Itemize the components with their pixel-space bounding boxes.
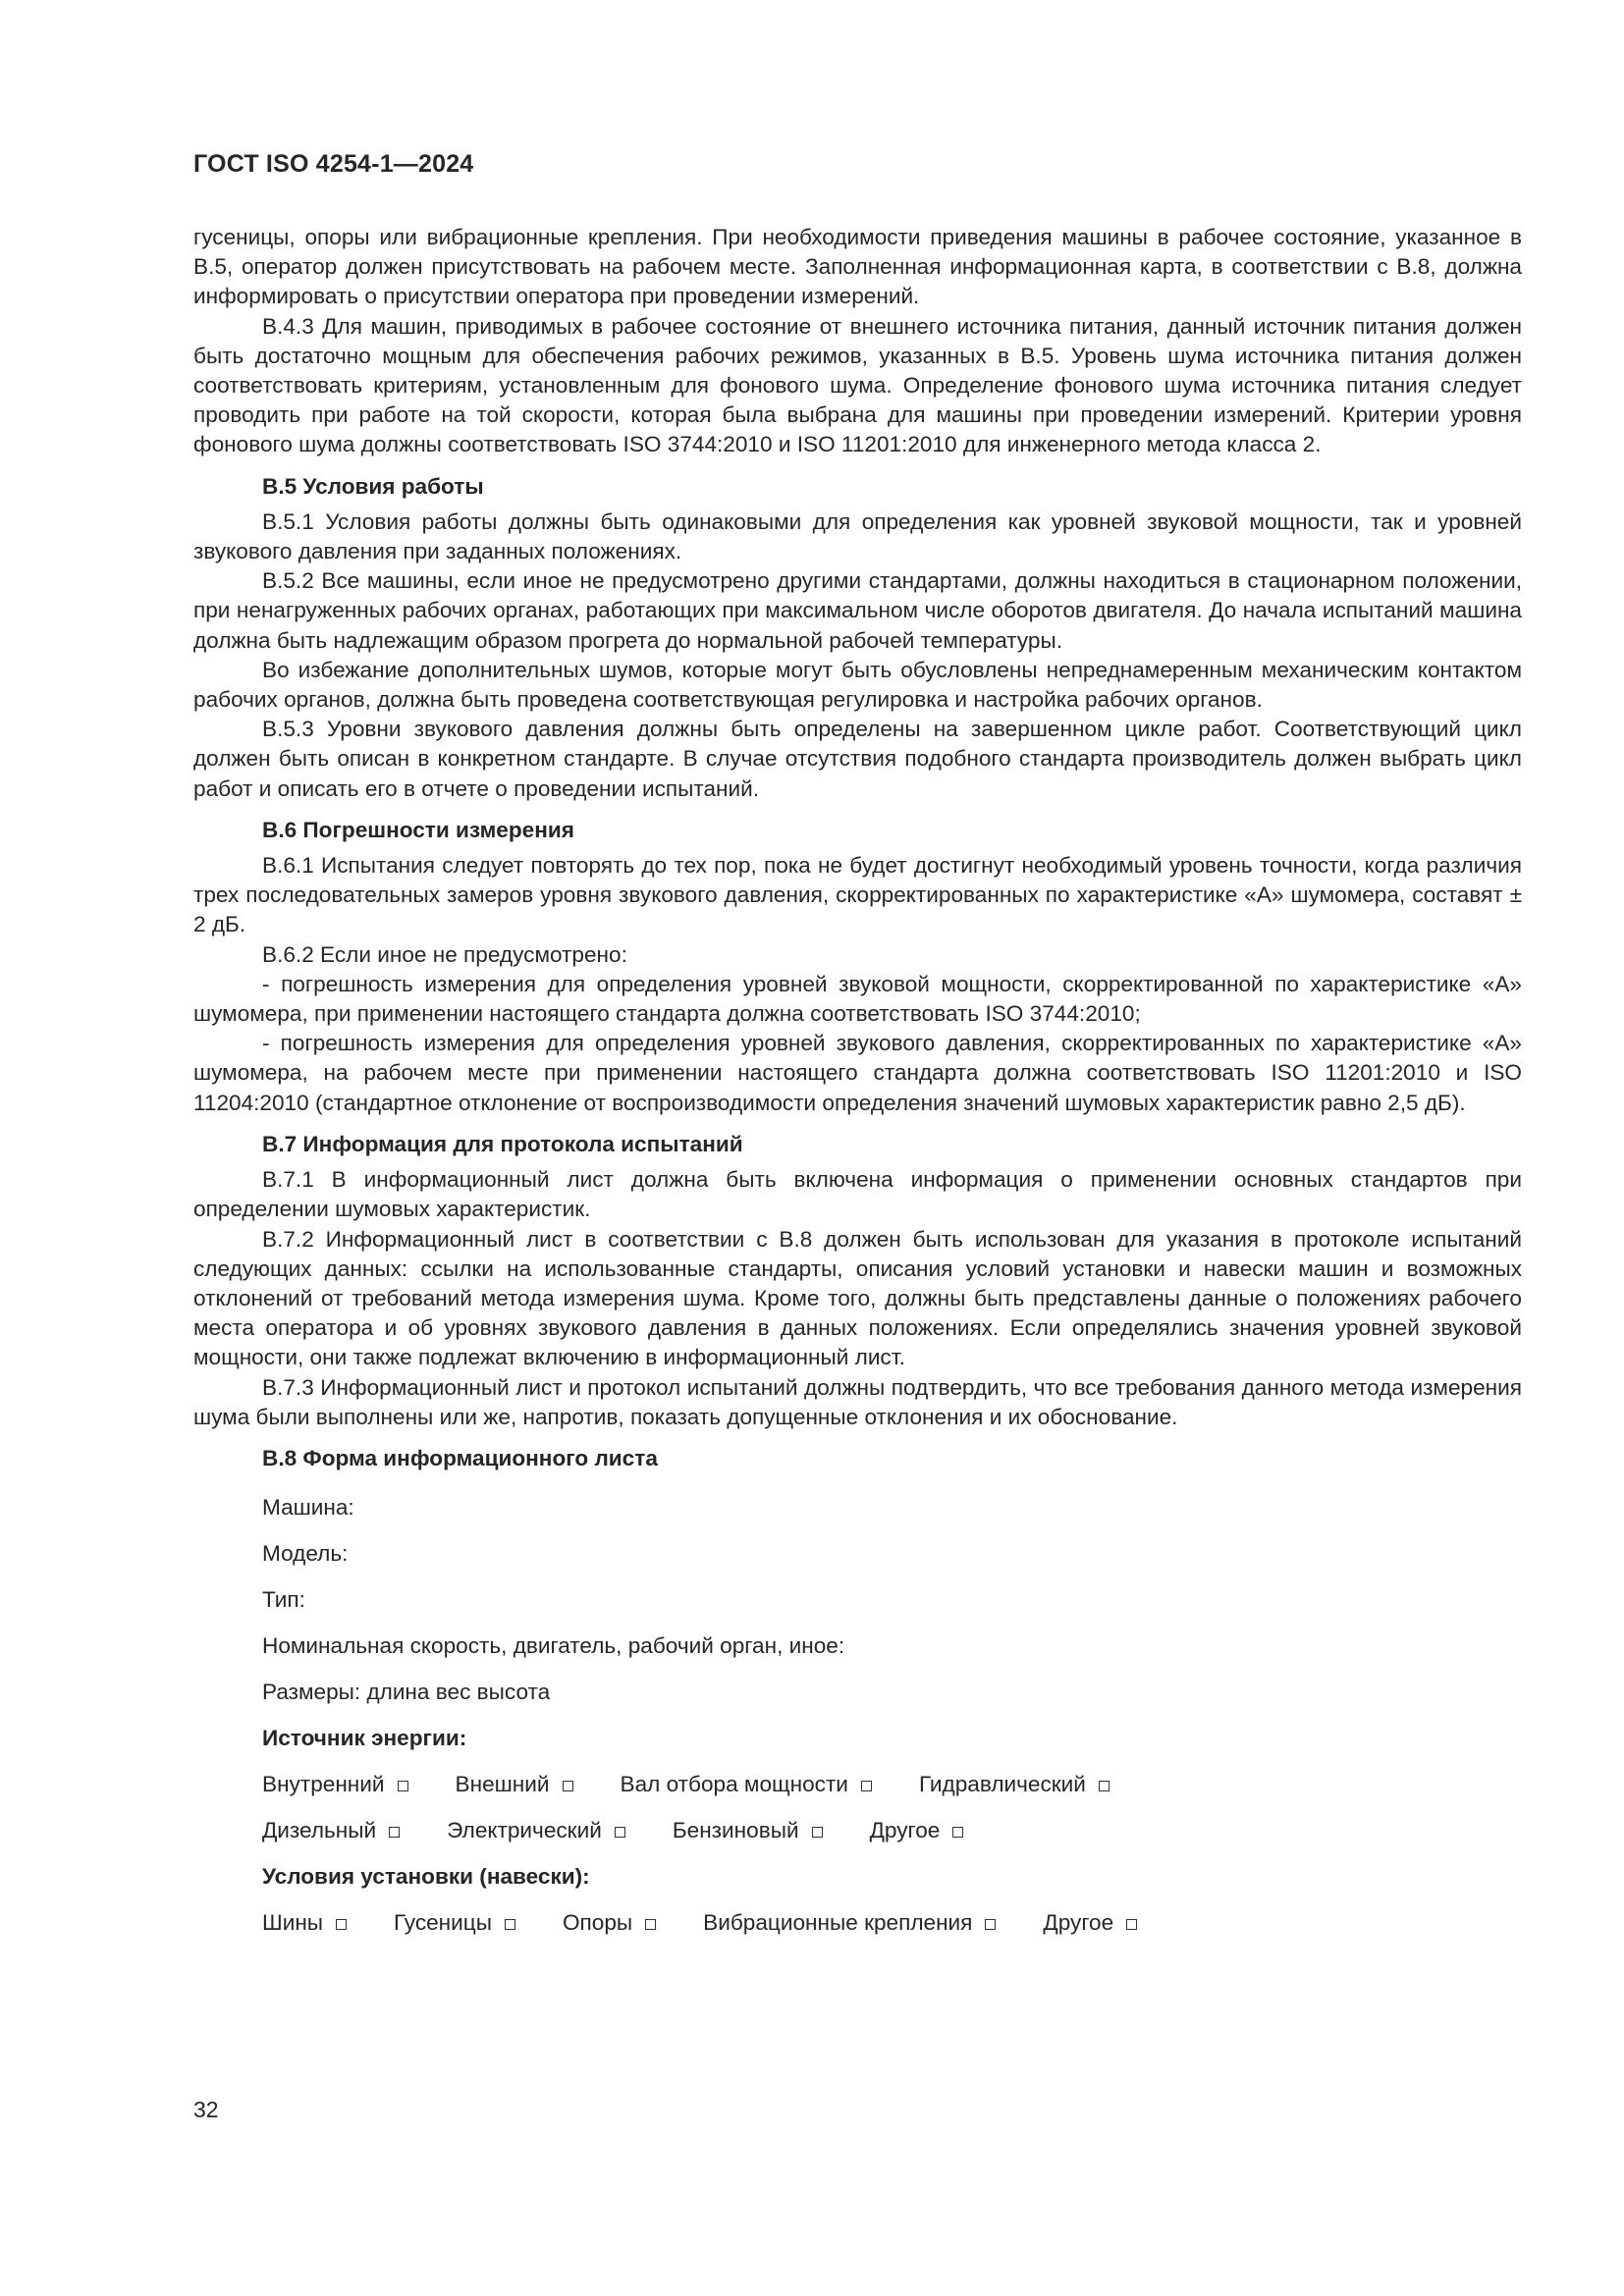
option-electric[interactable]: [447, 1816, 625, 1845]
energy-source-heading: Источник энергии:: [262, 1726, 467, 1751]
list-item-b6-2-a: - погрешность измерения для определения уровней звуковой мощности, скорректированной по характеристике «А» шумомера, при применении настоящего стандарта должна соответствовать ISO 3744:2010;: [193, 971, 1522, 1027]
paragraph-continued: гусеницы, опоры или вибрационные крепления. При необходимости приведения машины в рабочее состояние, указанное в В.5, оператор должен присутствовать на рабочем месте. Заполненная информационная карта, в соответствии с В.8, должна информировать о присутствии оператора при проведении измерений.: [193, 225, 1522, 309]
checkbox[interactable]: [505, 1919, 515, 1930]
paragraph-b6-1: В.6.1 Испытания следует повторять до тех пор, пока не будет достигнут необходимый уровень точности, когда различия трех последовательных замеров уровня звукового давления, скорректированных по характеристике «А» шумомера, составят ± 2 дБ.: [193, 853, 1522, 937]
option-label: Другое: [869, 1818, 941, 1843]
paragraph-b5-2-cont: Во избежание дополнительных шумов, которые могут быть обусловлены непреднамеренным механическим контактом рабочих органов, должна быть проведена соответствующая регулировка и настройка рабочих органов.: [193, 657, 1522, 713]
option-label: Внутренний: [262, 1772, 385, 1797]
option-internal[interactable]: [262, 1770, 408, 1799]
paragraph-b4-3: В.4.3 Для машин, приводимых в рабочее состояние от внешнего источника питания, данный источник питания должен быть достаточно мощным для обеспечения рабочих режимов, указанных в В.5. Уровень шума источника питания должен соответствовать критериям, установленным для фонового шума. Определение фонового шума источника питания следует проводить при работе на той скорости, которая была выбрана для машины при проведении измерений. Критерии уровня фонового шума должны соответствовать ISO 3744:2010 и ISO 11201:2010 для инженерного метода класса 2.: [193, 313, 1522, 457]
option-other-mount[interactable]: [1043, 1908, 1137, 1938]
checkbox[interactable]: [861, 1781, 872, 1791]
form-field-type: Тип:: [262, 1587, 305, 1613]
checkbox[interactable]: [645, 1919, 656, 1930]
form-field-model: Модель:: [262, 1541, 349, 1567]
option-label: Электрический: [447, 1818, 602, 1843]
checkbox[interactable]: [563, 1781, 573, 1791]
option-label: Вибрационные крепления: [703, 1910, 973, 1936]
section-heading-b8: В.8 Форма информационного листа: [262, 1445, 658, 1470]
mounting-options-row: [262, 1908, 1522, 1938]
mounting-conditions-heading: Условия установки (навески):: [262, 1864, 590, 1890]
form-field-dimensions: Размеры: длина вес высота: [262, 1680, 551, 1705]
energy-options-row-2: [262, 1816, 1522, 1845]
energy-options-row-1: [262, 1770, 1522, 1799]
option-label: Гидравлический: [918, 1772, 1086, 1797]
option-label: Шины: [262, 1910, 324, 1936]
checkbox[interactable]: [615, 1827, 625, 1838]
checkbox[interactable]: [389, 1827, 400, 1838]
checkbox[interactable]: [398, 1781, 408, 1791]
option-label: Внешний: [455, 1772, 550, 1797]
option-label: Гусеницы: [394, 1910, 492, 1936]
option-vibration-mounts[interactable]: [703, 1908, 996, 1938]
option-diesel[interactable]: [262, 1816, 400, 1845]
paragraph-b5-1: В.5.1 Условия работы должны быть одинаковыми для определения как уровней звуковой мощности, так и уровней звукового давления при заданных положениях.: [193, 508, 1522, 564]
paragraph-b7-1: В.7.1 В информационный лист должна быть включена информация о применении основных стандартов при определении шумовых характеристик.: [193, 1167, 1522, 1222]
form-field-machine: Машина:: [262, 1495, 354, 1521]
info-sheet-form: [193, 1493, 1522, 1938]
option-petrol[interactable]: [673, 1816, 823, 1845]
document-body: [193, 223, 1522, 1954]
option-label: Опоры: [562, 1910, 633, 1936]
option-tracks[interactable]: [394, 1908, 515, 1938]
checkbox[interactable]: [985, 1919, 996, 1930]
paragraph-b6-2: В.6.2 Если иное не предусмотрено:: [262, 941, 627, 967]
option-label: Другое: [1043, 1910, 1114, 1936]
checkbox[interactable]: [952, 1827, 963, 1838]
option-other-energy[interactable]: [870, 1816, 964, 1845]
document-header: ГОСТ ISO 4254-1—2024: [193, 150, 474, 178]
checkbox[interactable]: [336, 1919, 347, 1930]
option-pto[interactable]: [621, 1770, 872, 1799]
option-external[interactable]: [456, 1770, 573, 1799]
checkbox[interactable]: [1099, 1781, 1110, 1791]
section-heading-b5: В.5 Условия работы: [262, 473, 484, 499]
section-heading-b6: В.6 Погрешности измерения: [262, 817, 574, 842]
section-heading-b7: В.7 Информация для протокола испытаний: [262, 1131, 743, 1156]
form-field-nominal: Номинальная скорость, двигатель, рабочий орган, иное:: [262, 1633, 845, 1659]
checkbox[interactable]: [812, 1827, 823, 1838]
option-label: Вал отбора мощности: [620, 1772, 848, 1797]
option-label: Дизельный: [262, 1818, 377, 1843]
paragraph-b7-3: В.7.3 Информационный лист и протокол испытаний должны подтвердить, что все требования данного метода измерения шума были выполнены или же, напротив, показать допущенные отклонения и их обоснование.: [193, 1374, 1522, 1429]
paragraph-b5-3: В.5.3 Уровни звукового давления должны быть определены на завершенном цикле работ. Соответствующий цикл должен быть описан в конкретном стандарте. В случае отсутствия подобного стандарта производитель должен выбрать цикл работ и описать его в отчете о проведении испытаний.: [193, 717, 1522, 801]
paragraph-b7-2: В.7.2 Информационный лист в соответствии с В.8 должен быть использован для указания в протоколе испытаний следующих данных: ссылки на использованные стандарты, описания условий установки и навески машин и возможных отклонений от требований метода измерения шума. Кроме того, должны быть представлены данные о положениях рабочего места оператора и об уровнях звукового давления в данных положениях. Если определялись значения уровней звуковой мощности, они также подлежат включению в информационный лист.: [193, 1226, 1522, 1370]
list-item-b6-2-b: - погрешность измерения для определения уровней звукового давления, скорректированных по характеристике «А» шумомера, на рабочем месте при применении настоящего стандарта должна соответствовать ISO 11201:2010 и ISO 11204:2010 (стандартное отклонение от воспроизводимости определения значений шумовых характеристик равно 2,5 дБ).: [193, 1031, 1522, 1115]
checkbox[interactable]: [1126, 1919, 1137, 1930]
page-number: 32: [193, 2097, 219, 2122]
option-label: Бензиновый: [672, 1818, 799, 1843]
paragraph-b5-2: В.5.2 Все машины, если иное не предусмотрено другими стандартами, должны находиться в стационарном положении, при ненагруженных рабочих органах, работающих при максимальном числе оборотов двигателя. До начала испытаний машина должна быть надлежащим образом прогрета до нормальной рабочей температуры.: [193, 568, 1522, 653]
option-supports[interactable]: [563, 1908, 656, 1938]
option-tyres[interactable]: [262, 1908, 347, 1938]
option-hydraulic[interactable]: [919, 1770, 1110, 1799]
